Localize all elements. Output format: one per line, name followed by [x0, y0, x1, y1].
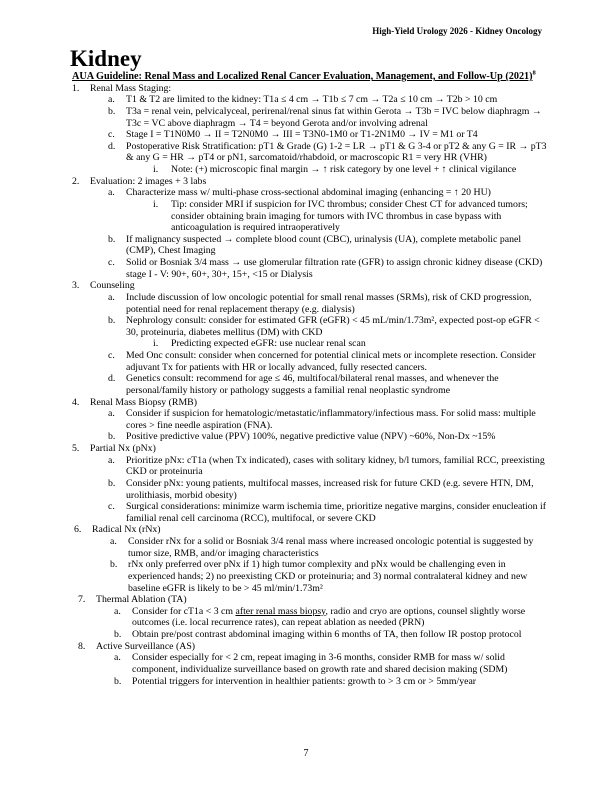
text-segment: Consider for cT1a < 3 cm [132, 605, 236, 617]
text-segment: Include discussion of low oncologic potential for small renal masses (SRMs), risk of CKD progression, potential need for renal replacement therapy (e.g. dialysis) [126, 291, 532, 315]
item-text [126, 94, 497, 105]
text-segment: Counseling [90, 280, 135, 292]
outline-item [72, 234, 550, 257]
item-text [126, 501, 546, 524]
outline-item [74, 536, 550, 559]
item-text [90, 176, 206, 187]
item-marker: d. [108, 373, 116, 385]
outline-item [78, 641, 550, 653]
outline-item [72, 280, 550, 292]
item-text [126, 408, 536, 431]
text-segment: Prioritize pNx: cT1a (when Tx indicated), cases with solitary kidney, b/l tumors, familial RCC, preexisting CKD or proteinuria [126, 454, 545, 478]
text-segment: Solid or Bosniak 3/4 mass → use glomerular filtration rate (GFR) to assign chronic kidney disease (CKD) stage I - V: 90+, 60+, 30+, 15+, <15 or Dialysis [126, 257, 543, 280]
text-segment: Postoperative Risk Stratification: pT1 & Grade (G) 1-2 = LR → pT1 & G 3-4 or pT2 & any G = IR → pT3 & any G = HR → pT4 or pN1, sarcomatoid/rhabdoid, or macroscopic R1 = very HR (VHR) [126, 140, 547, 164]
outline-item [78, 629, 550, 641]
text-segment: Genetics consult: recommend for age ≤ 46, multifocal/bilateral renal masses, and whenever the personal/family history or pathology suggests a familial renal neoplastic syndrome [126, 373, 499, 396]
text-segment: Tip: consider MRI if suspicion for IVC thrombus; consider Chest CT for advanced tumors; consider obtaining brain imaging for tumors with IVC thrombus in case bypass with anticoagulation is required intraoperatively [171, 198, 528, 234]
text-segment: Characterize mass w/ multi-phase cross-sectional abdominal imaging (enhancing = ↑ 20 HU) [126, 187, 491, 199]
outline-item [72, 431, 550, 443]
outline-item [72, 257, 550, 280]
item-marker: b. [108, 233, 116, 245]
item-text [171, 199, 528, 233]
outline-item [72, 350, 550, 373]
text-segment: Consider pNx: young patients, multifocal masses, increased risk for future CKD (e.g. severe HTN, DM, urolithiasis, morbid obesity) [126, 477, 534, 501]
outline-item [72, 176, 550, 188]
item-text [132, 629, 522, 640]
item-text [126, 455, 545, 478]
item-text [90, 443, 156, 454]
item-text [90, 83, 171, 94]
item-text [126, 315, 540, 338]
item-text [171, 164, 516, 175]
guideline-heading [72, 71, 550, 83]
text-segment: Partial Nx (pNx) [90, 443, 156, 454]
text-segment: Consider if suspicion for hematologic/metastatic/inflammatory/infectious mass. For solid mass: multiple cores > fine needle aspiration (FNA). [126, 408, 536, 431]
text-segment: Active Surveillance (AS) [96, 640, 196, 652]
item-marker: 8. [78, 640, 86, 652]
item-text [126, 350, 536, 373]
text-segment: Thermal Ablation (TA) [96, 594, 187, 606]
outline-item [72, 478, 550, 501]
outline [72, 83, 550, 688]
item-marker: 3. [72, 280, 80, 292]
text-segment: Obtain pre/post contrast abdominal imaging within 6 months of TA, then follow IR postop protocol [132, 629, 522, 640]
text-segment: Evaluation: 2 images + 3 labs [90, 175, 207, 187]
text-segment: Stage I = T1N0M0 → II = T2N0M0 → III = T3N0-1M0 or T1-2N1M0 → IV = M1 or T4 [126, 129, 478, 141]
item-marker: c. [108, 129, 115, 141]
text-segment: Positive predictive value (PPV) 100%, negative predictive value (NPV) ~60%, Non-Dx ~15% [126, 431, 496, 443]
outline-item [74, 559, 550, 594]
guideline-superscript: 8 [532, 69, 536, 77]
item-marker: 4. [72, 396, 80, 408]
item-marker: a. [108, 187, 115, 199]
page-content [72, 71, 550, 687]
item-marker: c. [108, 501, 115, 513]
item-text [126, 431, 495, 442]
item-marker: a. [108, 454, 115, 466]
item-text [126, 234, 521, 257]
outline-item [72, 199, 550, 234]
text-segment: T1 & T2 are limited to the kidney: T1a ≤ 4 cm → T1b ≤ 7 cm → T2a ≤ 10 cm → T2b > 10 cm [126, 94, 498, 106]
item-marker: d. [108, 140, 116, 152]
text-segment: Consider rNx for a solid or Bosniak 3/4 renal mass where increased oncologic potential is suggested by tumor size, RMB, and/or imaging characteristics [128, 536, 534, 559]
page-title: Kidney [70, 46, 142, 71]
text-segment: Note: (+) microscopic final margin → ↑ risk category by one level + ↑ clinical vigilance [171, 164, 517, 175]
outline-item [72, 141, 550, 164]
item-text [171, 338, 366, 349]
item-marker: i. [153, 338, 159, 350]
item-text [92, 524, 161, 535]
item-text [96, 641, 195, 652]
item-marker: b. [114, 629, 122, 640]
text-segment: Surgical considerations: minimize warm ischemia time, prioritize negative margins, consider enucleation if familial renal cell carcinoma (RCC), multifocal, or severe CKD [126, 501, 546, 524]
page-number: 7 [303, 748, 309, 759]
item-marker: 7. [78, 594, 86, 606]
outline-item [72, 106, 550, 129]
item-text [132, 606, 525, 629]
outline-item [72, 315, 550, 338]
outline-item [72, 83, 550, 95]
text-segment: Potential triggers for intervention in healthier patients: growth to > 3 cm or > 5mm/year [132, 675, 477, 687]
item-text [126, 106, 542, 129]
outline-item [72, 373, 550, 396]
outline-item [72, 129, 550, 141]
item-text [126, 257, 542, 280]
text-segment: T3a = renal vein, pelvicalyceal, perirenal/renal sinus fat within Gerota → T3b = IVC below diaphragm → T3c = VC above diaphragm → T4 = beyond Gerota and/or involving adrenal [126, 105, 542, 129]
outline-item [72, 408, 550, 431]
text-segment: Med Onc consult: consider when concerned for potential clinical mets or incomplete resection. Consider adjuvant Tx for patients with HR or locally advanced, fully resected cancers. [126, 350, 536, 373]
outline-item [72, 501, 550, 524]
item-marker: i. [153, 198, 159, 210]
outline-item [72, 455, 550, 478]
item-text [96, 594, 187, 605]
item-marker: a. [114, 652, 121, 664]
item-marker: a. [108, 94, 115, 106]
item-marker: a. [108, 291, 115, 303]
item-marker: 1. [72, 82, 80, 94]
text-segment: Renal Mass Staging: [90, 82, 172, 94]
outline-item [72, 292, 550, 315]
outline-item [72, 338, 550, 350]
item-marker: i. [153, 164, 159, 175]
guideline-heading-text: AUA Guideline: Renal Mass and Localized Renal Cancer Evaluation, Management, and Follow-Up (2021) [72, 71, 533, 82]
item-marker: b. [108, 431, 116, 443]
text-segment: Consider especially for < 2 cm, repeat imaging in 3-6 months, consider RMB for mass w/ solid component, individualize surveillance based on growth rate and shared decision making (SDM) [132, 652, 508, 675]
outline-item [72, 443, 550, 455]
item-text [128, 536, 533, 559]
item-marker: a. [114, 605, 121, 617]
item-marker: a. [110, 536, 117, 547]
outline-item [72, 187, 550, 199]
outline-item [78, 652, 550, 675]
text-segment: Nephrology consult: consider for estimated GFR (eGFR) < 45 mL/min/1.73m², expected post-op eGFR < 30, proteinuria, diabetes mellitus (DM) with CKD [126, 315, 540, 338]
item-marker: b. [110, 559, 118, 571]
item-marker: 5. [72, 443, 80, 454]
outline-item [78, 594, 550, 606]
outline-item [72, 397, 550, 409]
item-marker: b. [114, 675, 122, 687]
item-text [126, 129, 478, 140]
text-segment: If malignancy suspected → complete blood count (CBC), urinalysis (UA), complete metabolic panel (CMP), Chest Imaging [126, 233, 522, 257]
outline-item [78, 676, 550, 688]
item-text [126, 292, 531, 315]
underlined-phrase: after renal mass biopsy [235, 605, 326, 617]
item-marker: c. [108, 257, 115, 268]
item-marker: b. [108, 105, 116, 117]
item-marker: 2. [72, 175, 80, 187]
outline-item [72, 94, 550, 106]
text-segment: rNx only preferred over pNx if 1) high tumor complexity and pNx would be challenging even in experienced hands; 2) no preexisting CKD or proteinuria; and 3) normal contralateral kidney and new baseline eGFR is likely to be > 45 ml/min/1.73m² [128, 559, 528, 594]
text-segment: Radical Nx (rNx) [92, 524, 161, 536]
item-marker: b. [108, 477, 116, 489]
item-text [132, 676, 476, 687]
item-marker: 6. [74, 524, 82, 536]
item-marker: c. [108, 350, 115, 361]
item-text [132, 652, 507, 675]
outline-item [78, 606, 550, 629]
item-text [128, 559, 527, 593]
outline-item [74, 524, 550, 536]
item-text [126, 373, 499, 396]
text-segment: Predicting expected eGFR: use nuclear renal scan [171, 338, 366, 350]
outline-item [72, 164, 550, 176]
item-text [126, 141, 547, 164]
item-text [126, 187, 491, 198]
item-marker: b. [108, 315, 116, 327]
item-marker: a. [108, 408, 115, 420]
item-text [90, 280, 135, 291]
item-text [126, 478, 534, 501]
page-header: High-Yield Urology 2026 - Kidney Oncology [372, 26, 542, 36]
text-segment: Renal Mass Biopsy (RMB) [90, 396, 197, 408]
item-text [90, 397, 197, 408]
text-segment: , radio and cryo are options, counsel slightly worse outcomes (i.e. local recurrence rates), can repeat ablation as needed (PRN) [132, 605, 526, 629]
